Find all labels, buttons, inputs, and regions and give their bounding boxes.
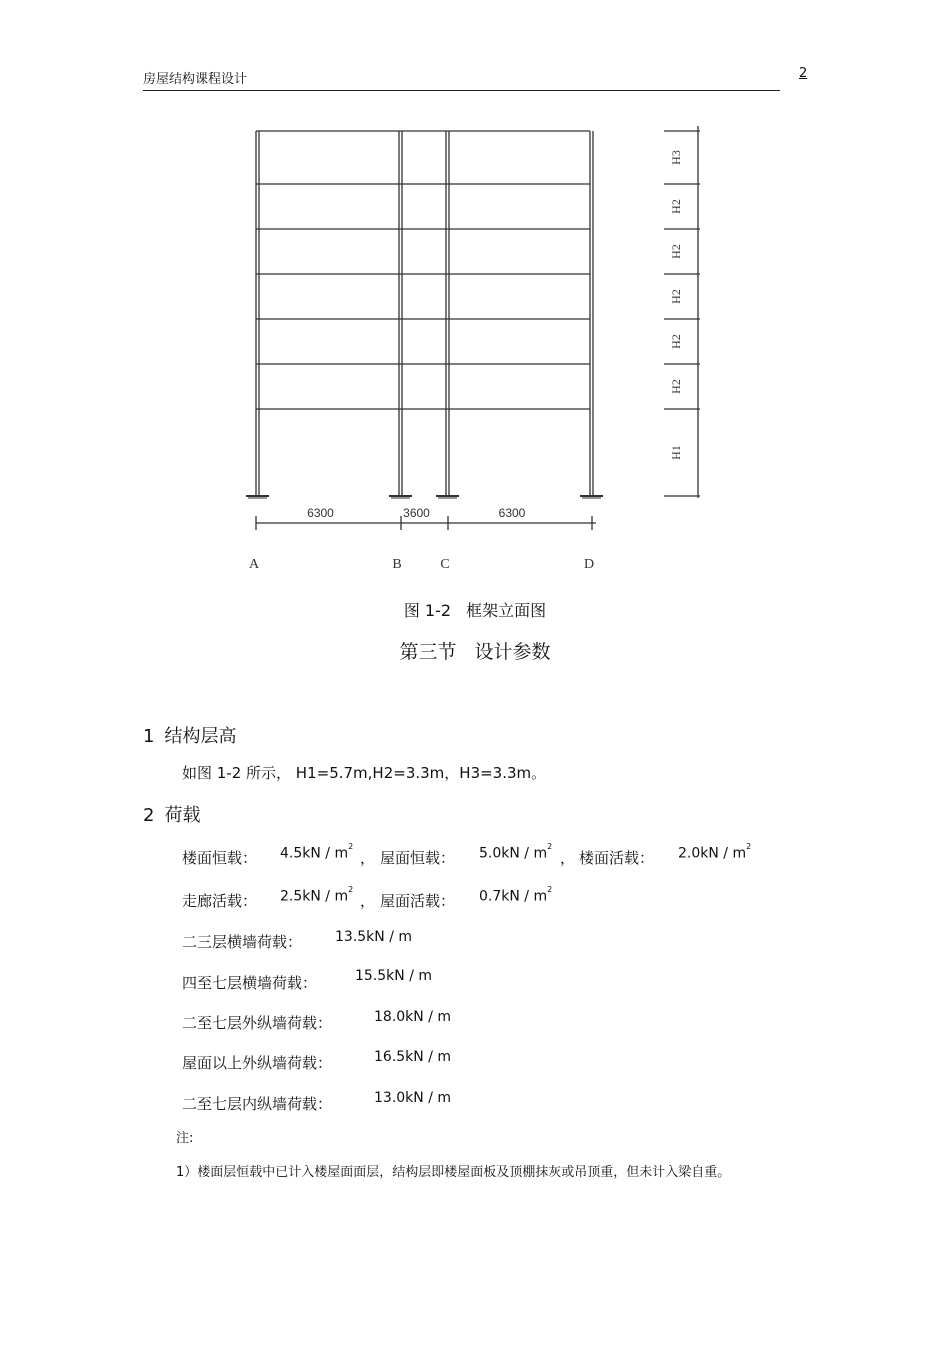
caption-text: 框架立面图 (466, 601, 547, 620)
axis-label: C (440, 557, 450, 572)
figure-caption (0, 598, 950, 621)
span-dimension-label: 6300 (307, 506, 334, 520)
section-title-text: 设计参数 (474, 641, 551, 663)
separator: ， (360, 892, 376, 910)
section-title (0, 637, 950, 664)
page-number: 2 (799, 66, 808, 81)
section-title-number: 第三节 (399, 641, 457, 663)
frame-elevation-figure (0, 0, 950, 590)
wall-load-label: 二至七层外纵墙荷载： (182, 1014, 333, 1032)
note-label: 注: (176, 1131, 194, 1146)
level-label: H2 (669, 379, 683, 394)
floor-dead-label: 楼面恒载： (182, 849, 258, 867)
caption-number: 图 1-2 (403, 601, 452, 620)
floor-live-value: $2.0kN / m^2$ (678, 842, 752, 862)
heading-text: 结构层高 (164, 726, 237, 747)
heading-number: 2 (143, 805, 155, 826)
wall-load-label: 二至七层内纵墙荷载： (182, 1095, 333, 1113)
header-title: 房屋结构课程设计 (143, 72, 248, 87)
wall-load-value: 13.0kN / m (374, 1090, 452, 1106)
roof-live-label: 屋面活载： (380, 892, 456, 910)
roof-dead-value: $5.0kN / m^2$ (479, 842, 553, 862)
heading-number: 1 (143, 726, 155, 747)
level-label: H3 (669, 150, 683, 165)
separator: ， (560, 849, 576, 867)
wall-load-label: 屋面以上外纵墙荷载： (182, 1054, 333, 1072)
span-dimension-label: 3600 (403, 506, 430, 520)
axis-label: D (583, 557, 595, 572)
level-label: H2 (669, 244, 683, 259)
span-dimension-label: 6300 (498, 506, 526, 520)
level-label: H2 (669, 289, 683, 304)
corridor-live-label: 走廊活载： (182, 892, 258, 910)
wall-load-label: 二三层横墙荷载： (182, 933, 303, 951)
axis-label: A (248, 557, 260, 572)
corridor-live-value: $2.5kN / m^2$ (280, 885, 354, 905)
roof-dead-label: 屋面恒载： (380, 849, 456, 867)
level-label: H1 (669, 445, 683, 460)
separator: ， (360, 849, 376, 867)
heading-story-height (143, 722, 236, 748)
floor-live-label: 楼面活载： (579, 849, 655, 867)
story-height-text: 如图 1-2 所示， H1=5.7m,H2=3.3m，H3=3.3m。 (182, 764, 547, 782)
wall-load-value: 13.5kN / m (335, 929, 413, 945)
wall-load-value: 15.5kN / m (355, 968, 433, 984)
level-label: H2 (669, 199, 683, 214)
floor-dead-value: $4.5kN / m^2$ (280, 842, 354, 862)
wall-load-value: 18.0kN / m (374, 1009, 452, 1025)
wall-load-label: 四至七层横墙荷载： (182, 974, 318, 992)
level-label: H2 (669, 334, 683, 349)
heading-text: 荷载 (164, 805, 201, 826)
wall-load-value: 16.5kN / m (374, 1049, 452, 1065)
axis-label: B (392, 557, 402, 572)
heading-loads (143, 801, 200, 827)
roof-live-value: $0.7kN / m^2$ (479, 885, 553, 905)
note-text: 1）楼面层恒载中已计入楼屋面面层，结构层即楼屋面板及顶棚抹灰或吊顶重，但未计入梁自重。 (176, 1165, 731, 1180)
